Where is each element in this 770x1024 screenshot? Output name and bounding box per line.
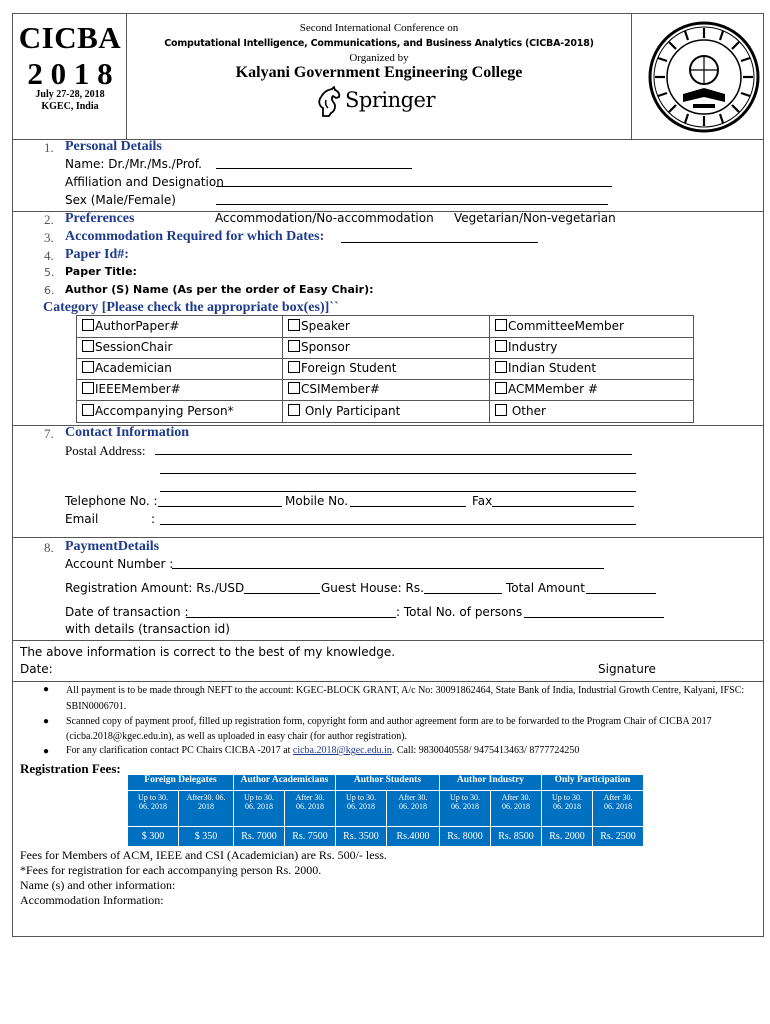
- category-option[interactable]: Accompanying Person*: [82, 404, 234, 418]
- payment-heading: PaymentDetails: [65, 539, 160, 554]
- name-label: Name: Dr./Mr./Ms./Prof.: [65, 157, 202, 171]
- conference-fullname: Computational Intelligence, Communications, and Business Analytics (CICBA-2018): [164, 38, 594, 49]
- papertitle-label: Paper Title:: [65, 265, 137, 278]
- category-option[interactable]: CommitteeMember: [495, 319, 624, 333]
- paperid-heading: Paper Id#:: [65, 247, 129, 262]
- payment-number: 8.: [44, 540, 54, 555]
- category-option[interactable]: IEEEMember#: [82, 382, 181, 396]
- fees-period: Up to 30. 06. 2018: [440, 791, 491, 827]
- transaction-date-field[interactable]: [186, 606, 396, 618]
- postal-field-line3[interactable]: [160, 480, 636, 492]
- fees-amount: Rs. 8500: [491, 827, 542, 847]
- transaction-details-label: with details (transaction id): [65, 622, 230, 636]
- category-option[interactable]: SessionChair: [82, 340, 172, 354]
- checkbox-icon[interactable]: [288, 361, 300, 373]
- postal-label: Postal Address:: [65, 443, 146, 458]
- accommodation-heading: Accommodation Required for which Dates:: [65, 229, 325, 244]
- accompanying-fee-note: *Fees for registration for each accompanying person Rs. 2000.: [20, 863, 322, 877]
- category-option[interactable]: Academician: [82, 361, 172, 375]
- fees-period: After 30. 06. 2018: [285, 791, 336, 827]
- mobile-label: Mobile No.: [285, 494, 349, 508]
- category-option[interactable]: Only Participant: [288, 404, 400, 418]
- category-option[interactable]: Sponsor: [288, 340, 350, 354]
- category-option[interactable]: Other: [495, 404, 546, 418]
- category-option[interactable]: CSIMember#: [288, 382, 380, 396]
- guesthouse-label: Guest House: Rs.: [321, 581, 424, 595]
- total-amount-label: Total Amount: [506, 581, 585, 595]
- category-col-divider-2: [489, 315, 490, 423]
- organizer-name: Kalyani Government Engineering College: [235, 64, 523, 81]
- persons-field[interactable]: [524, 606, 664, 618]
- account-field[interactable]: [172, 557, 604, 569]
- authors-number: 6.: [44, 284, 55, 297]
- conference-dates: July 27-28, 2018: [35, 89, 105, 100]
- preferences-heading: Preferences: [65, 211, 135, 226]
- declaration-text: The above information is correct to the best of my knowledge.: [20, 645, 396, 659]
- preferences-number: 2.: [44, 212, 54, 227]
- contact-heading: Contact Information: [65, 425, 190, 440]
- postal-field-line1[interactable]: [155, 443, 632, 455]
- category-option[interactable]: ACMMember #: [495, 382, 598, 396]
- checkbox-icon[interactable]: [495, 319, 507, 331]
- category-option[interactable]: Foreign Student: [288, 361, 396, 375]
- category-option[interactable]: Industry: [495, 340, 557, 354]
- springer-horse-icon: [315, 86, 343, 118]
- date-label: Date:: [20, 662, 53, 676]
- fees-group-header: Foreign Delegates: [128, 775, 234, 791]
- telephone-label: Telephone No. :: [65, 494, 158, 508]
- bullet-icon: ●: [43, 716, 50, 727]
- header-divider-right: [631, 13, 632, 140]
- postal-field-line2[interactable]: [160, 462, 636, 474]
- category-row-divider-2: [76, 358, 694, 359]
- fax-label: Fax: [472, 494, 493, 508]
- total-amount-field[interactable]: [586, 582, 656, 594]
- fees-amount: $ 350: [179, 827, 234, 847]
- transaction-date-label: Date of transaction :: [65, 605, 189, 619]
- contact-number: 7.: [44, 426, 54, 441]
- fees-period: Up to 30. 06. 2018: [128, 791, 179, 827]
- name-field[interactable]: [216, 157, 412, 169]
- checkbox-icon[interactable]: [288, 382, 300, 394]
- accommodation-option[interactable]: Accommodation/No-accommodation: [215, 211, 434, 225]
- fees-amount: Rs. 3500: [335, 827, 386, 847]
- persons-label: : Total No. of persons: [396, 605, 523, 619]
- accommodation-info-label: Accommodation Information:: [20, 893, 164, 907]
- category-heading: Category [Please check the appropriate box(es)]``: [43, 300, 339, 315]
- fees-period: After 30. 06. 2018: [386, 791, 439, 827]
- divider-declaration: [12, 681, 764, 682]
- checkbox-icon[interactable]: [82, 382, 94, 394]
- food-option[interactable]: Vegetarian/Non-vegetarian: [454, 211, 616, 225]
- category-option[interactable]: AuthorPaper#: [82, 319, 179, 333]
- conference-year: 2 0 1 8: [27, 56, 113, 91]
- category-option[interactable]: Speaker: [288, 319, 350, 333]
- email-label: Email: [65, 512, 99, 526]
- checkbox-icon[interactable]: [82, 340, 94, 352]
- checkbox-icon[interactable]: [288, 340, 300, 352]
- fees-period: Up to 30. 06. 2018: [335, 791, 386, 827]
- checkbox-icon[interactable]: [495, 404, 507, 416]
- payment-note: All payment is to be made through NEFT to the account: KGEC-BLOCK GRANT, A/c No: 30091862464, State Bank of India, Industrial Growth Centre, Kalyani, IFSC: SBIN0006701.: [66, 685, 745, 712]
- springer-wordmark: Springer: [345, 88, 436, 112]
- fees-amount: Rs. 8000: [440, 827, 491, 847]
- fees-group-header: Author Students: [335, 775, 439, 791]
- affiliation-field[interactable]: [216, 175, 612, 187]
- accommodation-dates-field[interactable]: [341, 231, 538, 243]
- contact-note: For any clarification contact PC Chairs CICBA -2017 at cicba.2018@kgec.edu.in. Call: 9830040558/ 9475413463/ 8777724250: [66, 745, 580, 756]
- personal-number: 1.: [44, 140, 54, 155]
- fees-amount: Rs. 7500: [285, 827, 336, 847]
- guesthouse-field[interactable]: [424, 582, 502, 594]
- divider-contact: [12, 537, 764, 538]
- bullet-icon: ●: [43, 746, 50, 757]
- fees-amount: Rs. 7000: [233, 827, 284, 847]
- category-row-divider-4: [76, 400, 694, 401]
- fees-period: After 30. 06. 2018: [491, 791, 542, 827]
- fees-amount: Rs. 2500: [593, 827, 644, 847]
- checkbox-icon[interactable]: [288, 319, 300, 331]
- fees-amount: Rs. 2000: [541, 827, 592, 847]
- conference-venue: KGEC, India: [41, 101, 99, 112]
- fax-field[interactable]: [492, 495, 634, 507]
- registration-amount-label: Registration Amount: Rs./USD: [65, 581, 245, 595]
- personal-heading: Personal Details: [65, 139, 162, 154]
- fees-heading: Registration Fees:: [20, 761, 121, 776]
- fees-amount: Rs.4000: [386, 827, 439, 847]
- conference-acronym: CICBA: [18, 20, 122, 55]
- checkbox-icon[interactable]: [495, 382, 507, 394]
- fees-period: After30. 06. 2018: [179, 791, 234, 827]
- paperid-number: 4.: [44, 248, 54, 263]
- affiliation-label: Affiliation and Designation: [65, 175, 224, 189]
- category-option[interactable]: Indian Student: [495, 361, 596, 375]
- fees-group-header: Author Academicians: [233, 775, 335, 791]
- fees-group-header: Only Participation: [541, 775, 643, 791]
- fees-period: Up to 30. 06. 2018: [541, 791, 592, 827]
- authors-label: Author (S) Name (As per the order of Easy Chair):: [65, 283, 374, 296]
- mobile-field[interactable]: [350, 495, 466, 507]
- sex-field[interactable]: [216, 193, 608, 205]
- checkbox-icon[interactable]: [495, 361, 507, 373]
- email-colon: :: [151, 512, 156, 526]
- accommodation-number: 3.: [44, 230, 54, 245]
- submission-note: Scanned copy of payment proof, filled up registration form, copyright form and author agreement form are to be forwarded to the Program Chair of CICBA 2017 (cicba.2018@kgec.edu.in), as well as uploaded in easy chair (for author registration).: [66, 716, 712, 742]
- bullet-icon: ●: [43, 684, 50, 695]
- college-seal-icon: [645, 18, 763, 136]
- header-organized-by: Organized by: [349, 52, 409, 64]
- signature-label: Signature: [598, 662, 656, 676]
- registration-amount-field[interactable]: [244, 582, 320, 594]
- checkbox-icon[interactable]: [288, 404, 300, 416]
- fees-group-header: Author Industry: [440, 775, 542, 791]
- checkbox-icon[interactable]: [495, 340, 507, 352]
- account-label: Account Number :: [65, 557, 174, 571]
- member-discount-note: Fees for Members of ACM, IEEE and CSI (Academician) are Rs. 500/- less.: [20, 848, 387, 862]
- category-col-divider-1: [282, 315, 283, 423]
- checkbox-icon[interactable]: [82, 404, 94, 416]
- fees-amount: $ 300: [128, 827, 179, 847]
- telephone-field[interactable]: [158, 495, 282, 507]
- header-line1: Second International Conference on: [299, 22, 459, 34]
- category-row-divider-3: [76, 379, 694, 380]
- sex-label: Sex (Male/Female): [65, 193, 176, 207]
- contact-email-link[interactable]: cicba.2018@kgec.edu.in: [292, 745, 392, 756]
- email-field[interactable]: [160, 513, 636, 525]
- checkbox-icon[interactable]: [82, 319, 94, 331]
- divider-payment: [12, 640, 764, 641]
- other-info-label: Name (s) and other information:: [20, 878, 176, 892]
- fees-period: After 30. 06. 2018: [593, 791, 644, 827]
- category-row-divider-1: [76, 337, 694, 338]
- springer-logo: [315, 85, 445, 119]
- papertitle-number: 5.: [44, 266, 55, 279]
- fees-table: [127, 774, 644, 847]
- checkbox-icon[interactable]: [82, 361, 94, 373]
- fees-period: Up to 30. 06. 2018: [233, 791, 284, 827]
